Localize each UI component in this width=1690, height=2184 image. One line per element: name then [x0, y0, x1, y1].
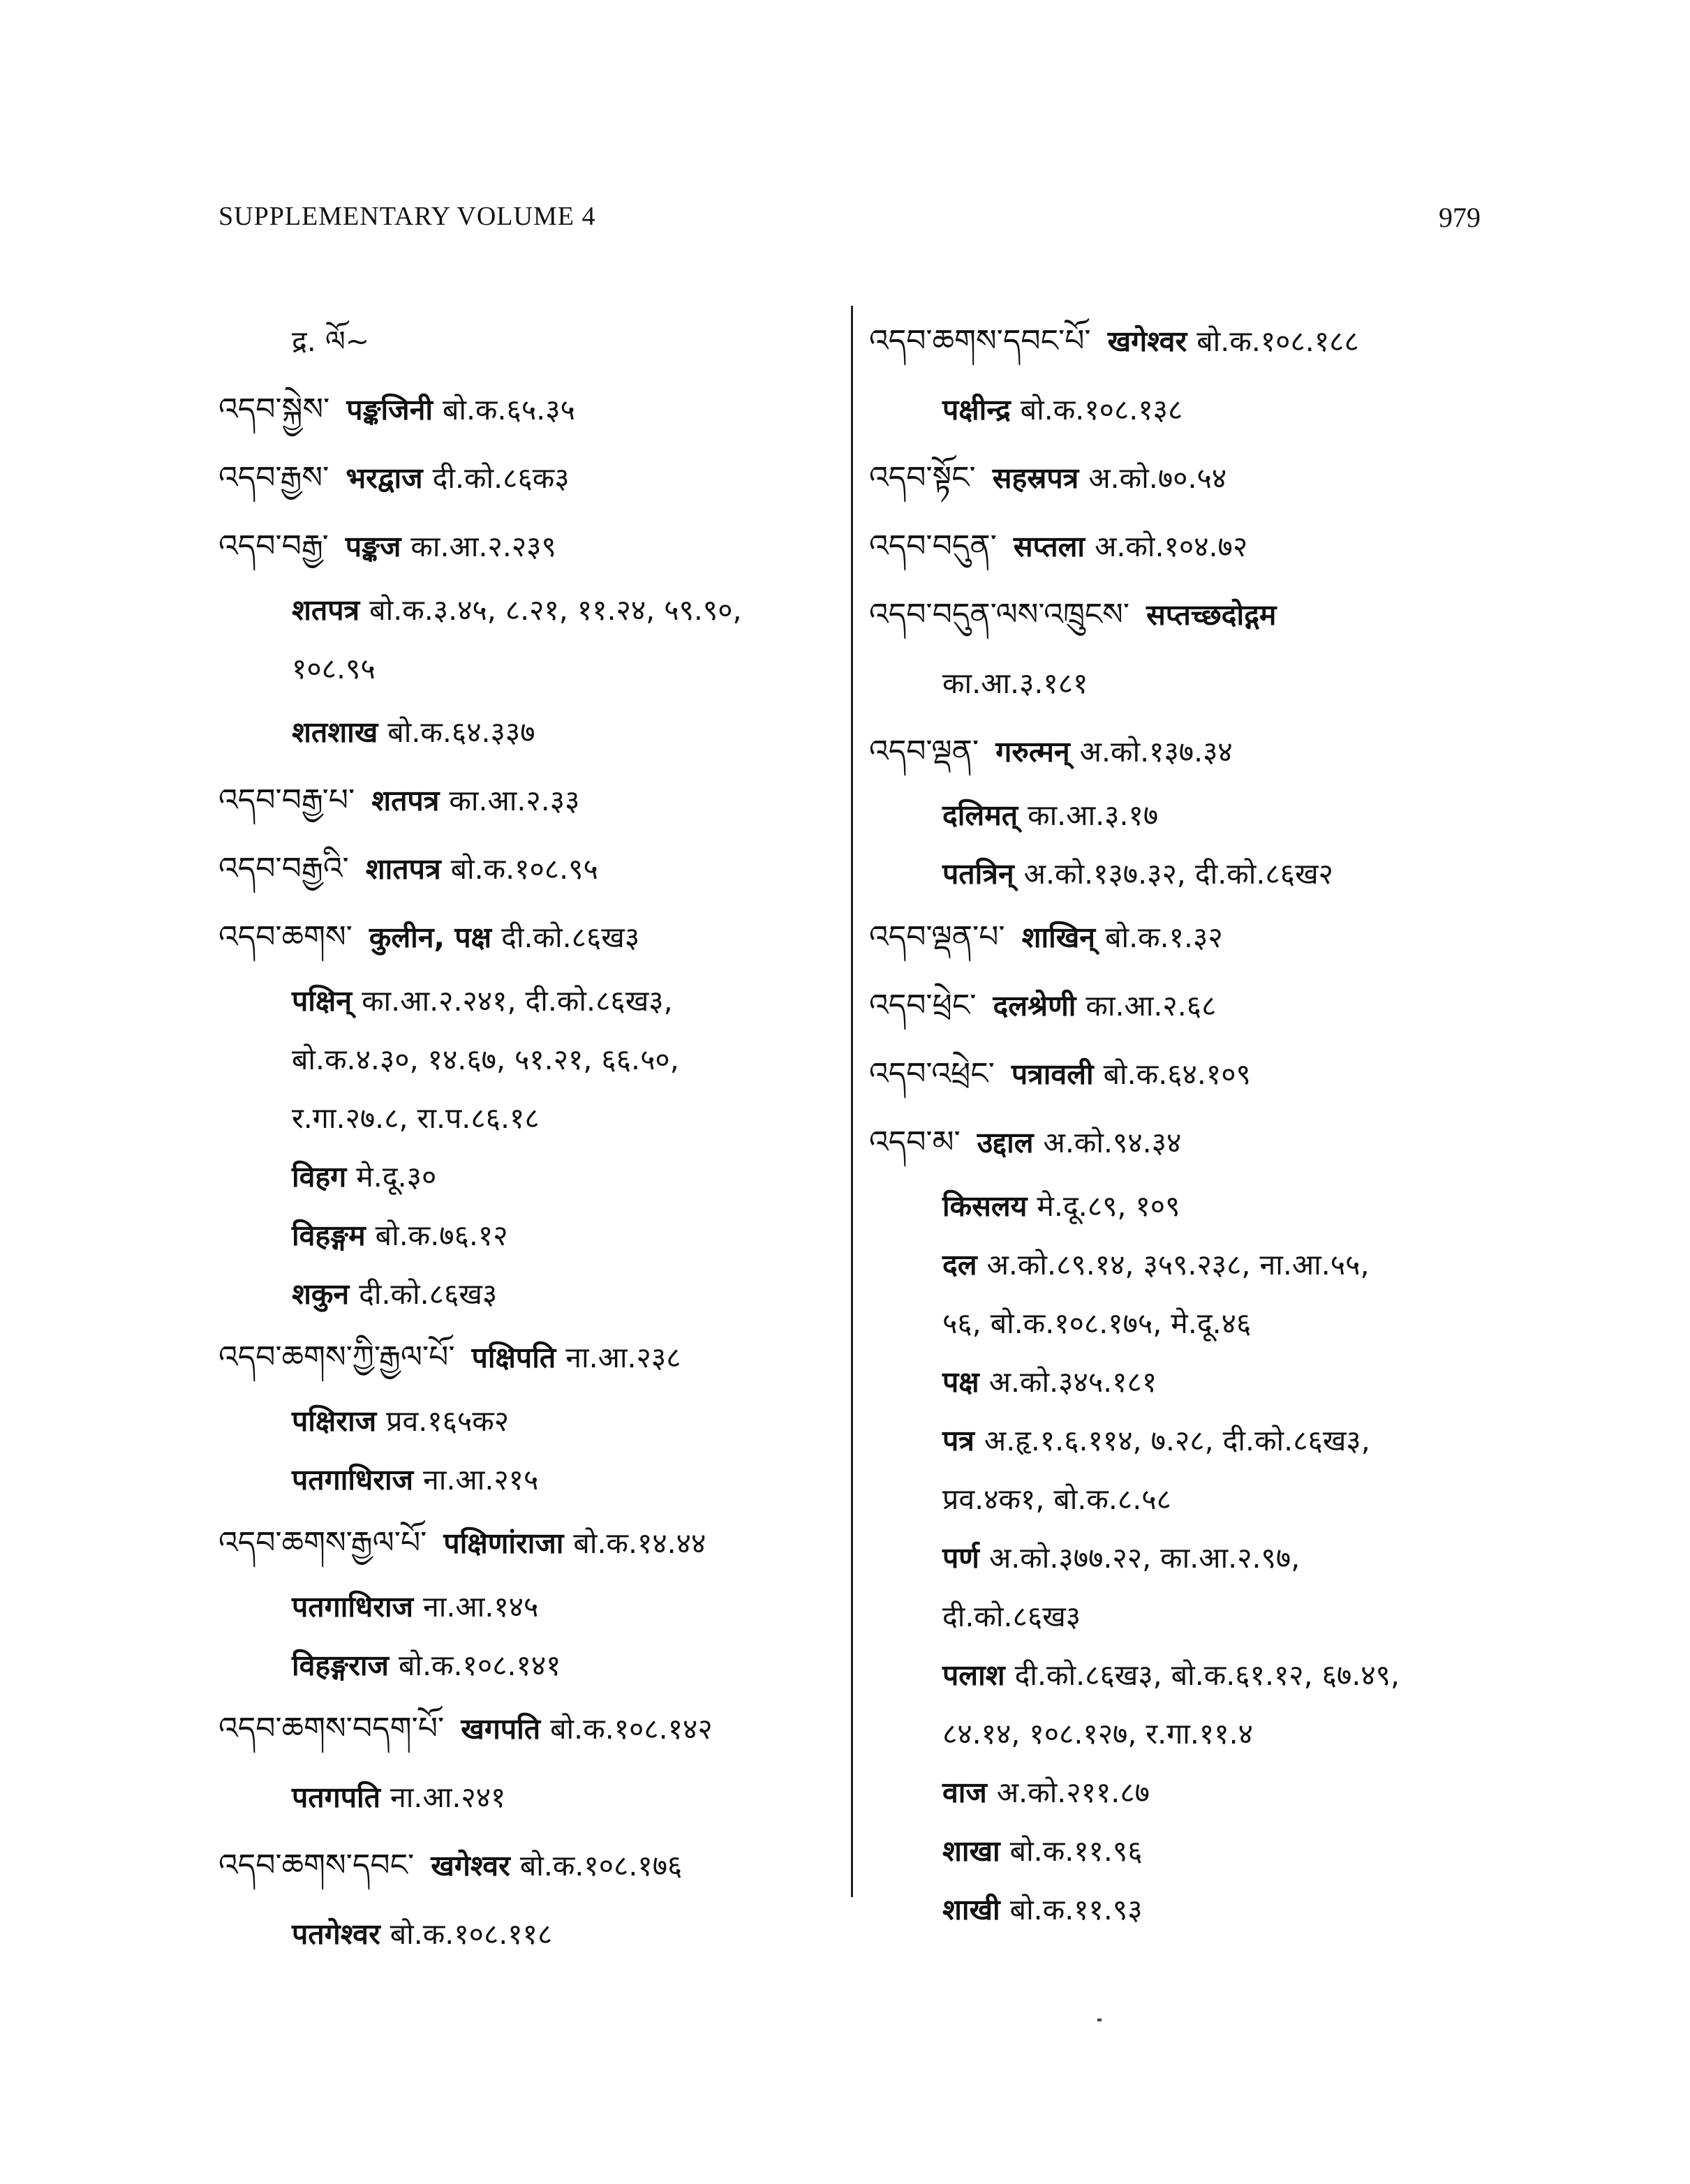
sanskrit-equivalent-line: [218, 1900, 847, 1968]
source-reference: बो.क.१४.४४: [573, 1526, 706, 1560]
sanskrit-term: खगपति: [461, 1712, 541, 1746]
tibetan-headword: འདབ་ལྡན་པ་: [869, 919, 1005, 955]
sanskrit-equivalent-line: [869, 1529, 1497, 1587]
entry-headword-line: [869, 903, 1497, 972]
tibetan-headword: འདབ་སྐྱེས་: [218, 392, 330, 427]
sanskrit-term: पत्रावली: [1011, 1057, 1094, 1091]
sanskrit-term: पक्षिराज: [292, 1404, 377, 1438]
sanskrit-term: पङ्कजिनी: [346, 393, 433, 426]
continuation-line: [218, 639, 847, 698]
reference-continuation: द्र. ལོ~: [292, 325, 370, 358]
tibetan-headword: འདབ་བརྒྱའི་: [218, 851, 349, 886]
sanskrit-term: उद्दाल: [977, 1126, 1034, 1159]
tibetan-headword: འདབ་ཆགས་རྒྱལ་པོ་: [218, 1525, 427, 1561]
entry-headword-line: [869, 444, 1497, 512]
sanskrit-term: सप्तला: [1013, 530, 1085, 563]
sanskrit-equivalent-line: [869, 1822, 1497, 1880]
tibetan-headword: འདབ་མ་: [869, 1124, 961, 1160]
sanskrit-term: पलाश: [942, 1658, 1005, 1692]
source-reference: बो.क.१०८.१४२: [550, 1712, 713, 1746]
reference-continuation: र.गा.२७.८, रा.प.८६.१८: [292, 1101, 540, 1135]
source-reference: बो.क.११.९६: [1009, 1834, 1143, 1868]
source-reference: बो.क.१०८.९५: [450, 852, 598, 886]
sanskrit-equivalent-line: [869, 1880, 1497, 1939]
left-column: [218, 307, 847, 1968]
sanskrit-term: पक्षिपति: [471, 1341, 556, 1374]
continuation-line: [869, 1704, 1497, 1763]
source-reference: का.आ.३.१७: [1028, 798, 1159, 832]
sanskrit-term: शाखी: [942, 1893, 1000, 1926]
tibetan-headword: འདབ་བརྒྱ་: [218, 528, 329, 564]
sanskrit-equivalent-line: [869, 1411, 1497, 1470]
page-number: 979: [1439, 202, 1481, 233]
entry-headword-line: [869, 1108, 1497, 1177]
continuation-line: [869, 649, 1497, 718]
sanskrit-term: खगेश्वर: [1107, 325, 1187, 358]
tibetan-headword: འདབ་ཆགས་ཀྱི་རྒྱལ་པོ་: [218, 1339, 455, 1375]
sanskrit-term: दलिमत्: [942, 798, 1018, 832]
sanskrit-term: दल: [942, 1248, 977, 1282]
source-reference: अ.को.८९.१४, ३५९.२३८, ना.आ.५५,: [986, 1248, 1370, 1282]
running-head: SUPPLEMENTARY VOLUME 4: [218, 202, 596, 231]
source-reference: मे.दू.३०: [356, 1160, 437, 1194]
entry-headword-line: [869, 512, 1497, 581]
continuation-line: [869, 1587, 1497, 1646]
source-reference: बो.क.३.४५, ८.२१, ११.२४, ५९.९०,: [369, 593, 742, 627]
source-reference: दी.को.८६क३: [432, 461, 570, 495]
sanskrit-equivalent-line: [218, 1265, 847, 1323]
sanskrit-term: शातपत्र: [365, 852, 441, 886]
source-reference: बो.क.१.३२: [1105, 921, 1223, 954]
source-reference: अ.को.१३७.३४: [1079, 735, 1233, 768]
reference-continuation: १०८.९५: [292, 652, 376, 685]
source-reference: बो.क.१०८.११८: [390, 1917, 553, 1951]
entry-headword-line: [869, 581, 1497, 649]
source-reference: ना.आ.२३८: [565, 1341, 681, 1374]
source-reference: दी.को.८६ख३: [359, 1277, 498, 1311]
sanskrit-term: पतगाधिराज: [292, 1463, 414, 1496]
tibetan-headword: འདབ་ཆགས་དབང་པོ་: [869, 323, 1091, 359]
sanskrit-term: सहस्रपत्र: [992, 461, 1079, 495]
source-reference: बो.क.१०८.१३८: [1020, 393, 1183, 426]
print-speck: [1097, 2019, 1102, 2021]
source-reference: अ.को.३७७.२२, का.आ.२.९७,: [988, 1541, 1300, 1575]
sanskrit-term: पर्ण: [942, 1541, 979, 1575]
source-reference: बो.क.७६.१२: [375, 1219, 508, 1252]
entry-headword-line: [218, 1695, 847, 1763]
entry-headword-line: [218, 512, 847, 581]
reference-continuation: बो.क.४.३०, १४.६७, ५१.२१, ६६.५०,: [292, 1043, 679, 1076]
sanskrit-term: पक्षिन्: [292, 984, 353, 1018]
source-reference: अ.को.२११.८७: [996, 1776, 1150, 1809]
source-reference: अ.को.१०४.७२: [1095, 530, 1248, 563]
continuation-line: [218, 1030, 847, 1089]
source-reference: बो.क.१०८.१७६: [519, 1849, 683, 1882]
entry-headword-line: [869, 307, 1497, 376]
sanskrit-term: खगेश्वर: [431, 1849, 510, 1882]
entry-headword-line: [218, 835, 847, 903]
tibetan-headword: འདབ་འཕྲེང་: [869, 1056, 995, 1092]
sanskrit-equivalent-line: [869, 1177, 1497, 1235]
sanskrit-term: गरुत्मन्: [995, 735, 1070, 768]
sanskrit-term: विहङ्गराज: [292, 1649, 389, 1682]
source-reference: ना.आ.२१५: [423, 1463, 539, 1496]
source-reference: ना.आ.१४५: [423, 1590, 539, 1624]
sanskrit-equivalent-line: [218, 1147, 847, 1206]
entry-headword-line: [869, 972, 1497, 1040]
continuation-line: [218, 1089, 847, 1147]
sanskrit-equivalent-line: [869, 1646, 1497, 1704]
sanskrit-term: पतगपति: [292, 1781, 381, 1814]
sanskrit-equivalent-line: [218, 1206, 847, 1265]
tibetan-headword: འདབ་ཕྲེང་: [869, 988, 977, 1023]
sanskrit-equivalent-line: [869, 1353, 1497, 1411]
source-reference: बो.क.११.९३: [1009, 1893, 1143, 1926]
source-reference: बो.क.६४.१०९: [1103, 1057, 1251, 1091]
source-reference: दी.को.८६ख३: [501, 921, 640, 954]
sanskrit-term: पक्षीन्द्र: [942, 393, 1011, 426]
source-reference: मे.दू.८९, १०९: [1037, 1189, 1180, 1223]
entry-headword-line: [869, 1040, 1497, 1108]
sanskrit-term: शाखा: [942, 1834, 1000, 1868]
sanskrit-term: शतपत्र: [292, 593, 360, 627]
source-reference: अ.को.१३७.३२, दी.को.८६ख२: [1023, 857, 1333, 891]
sanskrit-term: वाज: [942, 1776, 987, 1809]
sanskrit-term: शकुन: [292, 1277, 350, 1311]
sanskrit-equivalent-line: [218, 1577, 847, 1636]
source-reference: का.आ.२.३३: [449, 784, 580, 817]
entry-headword-line: [218, 1509, 847, 1577]
sanskrit-term: भरद्वाज: [346, 461, 423, 495]
continuation-line: [869, 1294, 1497, 1353]
reference-continuation: दी.को.८६ख३: [942, 1600, 1081, 1633]
sanskrit-term: पत्र: [942, 1424, 974, 1457]
entry-headword-line: [218, 766, 847, 835]
sanskrit-term: शाखिन्: [1021, 921, 1096, 954]
tibetan-headword: འདབ་བདུན་: [869, 528, 997, 564]
tibetan-headword: འདབ་ལྡན་: [869, 734, 979, 769]
continuation-line: [869, 1470, 1497, 1529]
source-reference: का.आ.२.२४१, दी.को.८६ख३,: [362, 984, 673, 1018]
source-reference: अ.हृ.१.६.११४, ७.२८, दी.को.८६ख३,: [984, 1424, 1370, 1457]
sanskrit-term: पङ्कज: [345, 530, 401, 563]
sanskrit-equivalent-line: [869, 786, 1497, 845]
sanskrit-term: पतगाधिराज: [292, 1590, 414, 1624]
reference-continuation: ५६, बो.क.१०८.१७५, मे.दू.४६: [942, 1307, 1252, 1340]
source-reference: का.आ.२.६८: [1085, 989, 1217, 1023]
sanskrit-equivalent-line: [218, 1763, 847, 1832]
sanskrit-equivalent-line: [869, 376, 1497, 444]
entry-headword-line: [218, 376, 847, 444]
tibetan-headword: འདབ་ཆགས་: [218, 919, 353, 955]
sanskrit-equivalent-line: [218, 581, 847, 639]
sanskrit-term: कुलीन, पक्ष: [369, 921, 492, 954]
tibetan-headword: འདབ་རྒྱས་: [218, 460, 329, 496]
entry-headword-line: [218, 903, 847, 972]
source-reference: ना.आ.२४१: [390, 1781, 506, 1814]
sanskrit-term: शतशाख: [292, 715, 378, 749]
right-column: [869, 307, 1497, 1939]
tibetan-headword: འདབ་སྟོང་: [869, 460, 976, 496]
sanskrit-equivalent-line: [218, 972, 847, 1030]
sanskrit-term: शतपत्र: [371, 784, 440, 817]
column-divider: [851, 306, 853, 1897]
sanskrit-equivalent-line: [218, 1636, 847, 1695]
sanskrit-term: पक्षिणांराजा: [443, 1526, 564, 1560]
sanskrit-equivalent-line: [869, 845, 1497, 903]
sanskrit-equivalent-line: [218, 1450, 847, 1509]
source-reference: बो.क.१०८.१४१: [398, 1649, 561, 1682]
source-reference: प्रव.१६५क२: [386, 1404, 510, 1438]
sanskrit-equivalent-line: [869, 1763, 1497, 1822]
source-reference: अ.को.९४.३४: [1043, 1126, 1182, 1159]
reference-continuation: का.आ.३.१८१: [942, 667, 1088, 700]
reference-continuation: प्रव.४क१, बो.क.८.५८: [942, 1483, 1171, 1516]
source-reference: बो.क.६५.३५: [442, 393, 575, 426]
entry-headword-line: [218, 444, 847, 512]
sanskrit-term: पतत्रिन्: [942, 857, 1014, 891]
source-reference: अ.को.३४५.१८१: [988, 1365, 1157, 1399]
source-reference: बो.क.६४.३३७: [387, 715, 535, 749]
page-header: [218, 201, 1481, 243]
reference-continuation: ८४.१४, १०८.१२७, र.गा.११.४: [942, 1717, 1253, 1751]
entry-headword-line: [218, 1323, 847, 1392]
sanskrit-term: पक्ष: [942, 1365, 979, 1399]
tibetan-headword: འདབ་བརྒྱ་པ་: [218, 782, 355, 818]
tibetan-headword: འདབ་ཆགས་བདག་པོ་: [218, 1711, 445, 1746]
sanskrit-term: विहग: [292, 1160, 347, 1194]
source-reference: दी.को.८६ख३, बो.क.६१.१२, ६७.४९,: [1014, 1658, 1400, 1692]
entry-headword-line: [218, 1832, 847, 1900]
sanskrit-term: पतगेश्वर: [292, 1917, 380, 1951]
sanskrit-term: विहङ्गम: [292, 1219, 366, 1252]
sanskrit-term: दलश्रेणी: [993, 989, 1076, 1023]
source-reference: अ.को.७०.५४: [1088, 461, 1227, 495]
sanskrit-equivalent-line: [218, 698, 847, 766]
continuation-line: [218, 307, 847, 376]
tibetan-headword: འདབ་བདུན་ལས་འཁྲུངས་: [869, 597, 1130, 632]
sanskrit-equivalent-line: [218, 1392, 847, 1450]
source-reference: का.आ.२.२३९: [410, 530, 556, 563]
sanskrit-term: किसलय: [942, 1189, 1028, 1223]
sanskrit-term: सप्तच्छदोद्गम: [1146, 598, 1277, 632]
tibetan-headword: འདབ་ཆགས་དབང་: [218, 1848, 415, 1883]
sanskrit-equivalent-line: [869, 1235, 1497, 1294]
entry-headword-line: [869, 718, 1497, 786]
source-reference: बो.क.१०८.१८८: [1196, 325, 1359, 358]
